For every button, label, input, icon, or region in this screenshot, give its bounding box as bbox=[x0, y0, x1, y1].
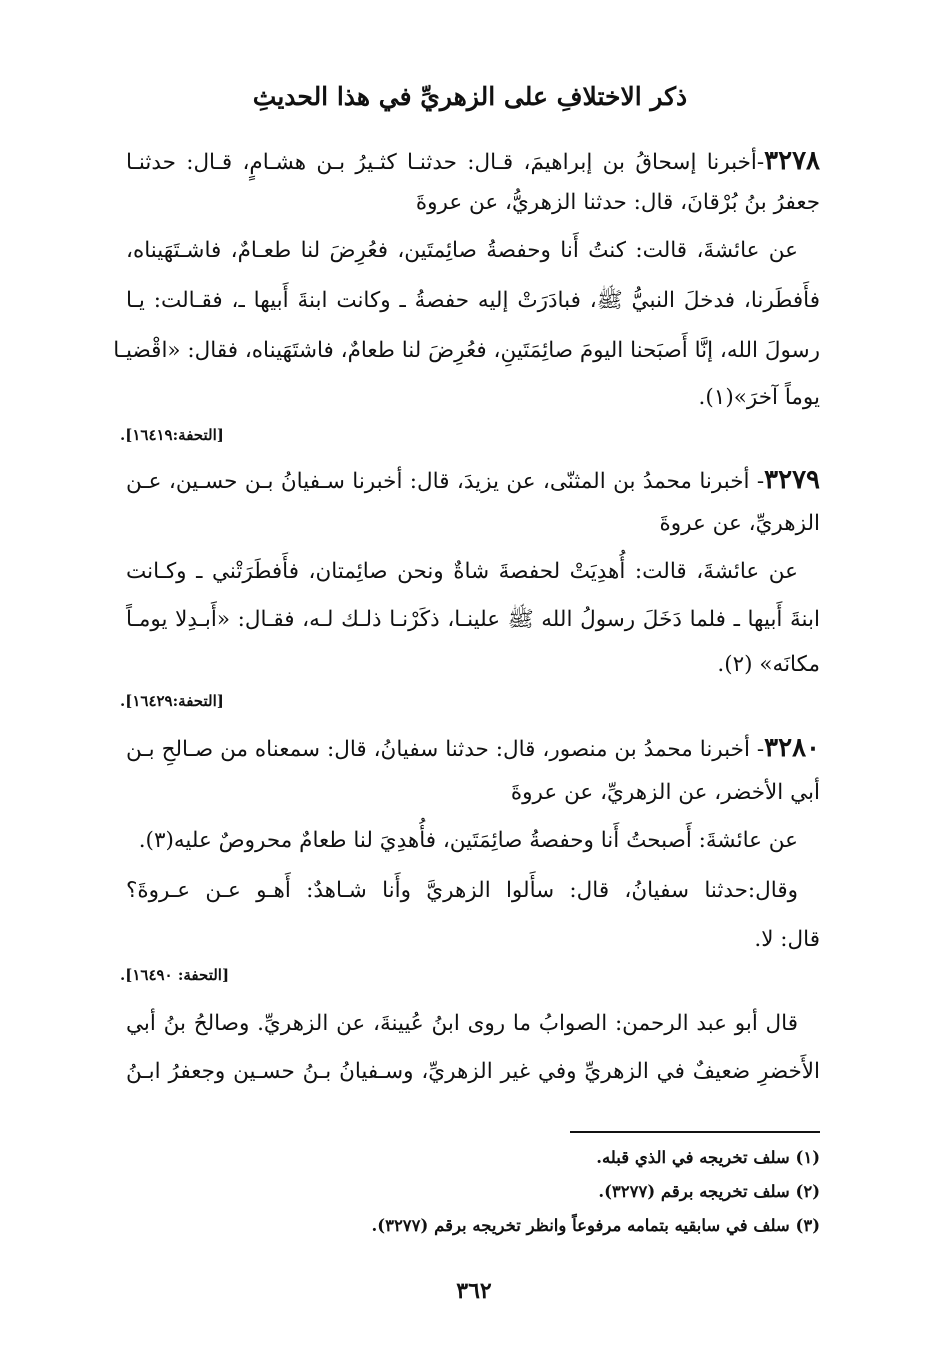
hadith-3279-matn-line-1: عن عائشةَ، قالت: أُهدِيَتْ لحفصةَ شاةٌ ونحن صائِمتان، فأَفطَرَتْني ـ وكـانت bbox=[126, 559, 798, 584]
hadith-3280-matn-line-2: وقال:حدثنا سفيانُ، قال: سأَلوا الزهريَّ وأَنا شـاهدٌ: أَهـو عـن عـروةَ؟ bbox=[126, 878, 798, 903]
closing-line-1: قال أبو عبد الرحمن: الصوابُ ما روى ابنُ عُيينةَ، عن الزهريِّ. وصالحُ بنُ أبي bbox=[126, 1011, 798, 1036]
hadith-3278-line-1: ٣٢٧٨-أخبرنا إسحاقُ بن إبراهيمَ، قـال: حدثنـا كثـيرُ بـن هشـامٍ، قـال: حدثنـا bbox=[126, 146, 820, 176]
hadith-3280-matn-line-3: قال: لا. bbox=[754, 927, 820, 952]
tuhfa-reference: [التحفة: ١٦٤٩٠]. bbox=[120, 966, 230, 984]
hadith-3279-matn-line-3: مكانَه» (٢). bbox=[717, 652, 820, 677]
hadith-3278-matn-line-4: يوماً آخرَ»(١). bbox=[698, 385, 820, 410]
footnote-3: (٣) سلف في سابقيه بتمامه مرفوعاً وانظر تخريجه برقم (٣٢٧٧). bbox=[371, 1216, 820, 1235]
page-number: ٣٦٢ bbox=[456, 1278, 492, 1304]
hadith-3279-matn-line-2: ابنةَ أَبيها ـ فلما دَخَلَ رسولُ الله ﷺ علينـا، ذكَرْنـا ذلـك لـه، فقـال: «أَبـدِلا يومـاً bbox=[126, 607, 820, 632]
tuhfa-reference: [التحفة:١٦٤١٩]. bbox=[120, 426, 224, 444]
footnote-1: (١) سلف تخريجه في الذي قبله. bbox=[596, 1148, 820, 1167]
footnote-divider bbox=[570, 1131, 820, 1133]
tuhfa-reference: [التحفة:١٦٤٢٩]. bbox=[120, 692, 224, 710]
page-title: ذكر الاختلافِ على الزهريِّ في هذا الحديثِ bbox=[252, 82, 688, 111]
hadith-3278-matn-line-3: رسولَ الله، إنَّا أَصبَحنا اليومَ صائِمَتَينِ، فعُرِضَ لنا طعامٌ، فاشتَهَيناه، فقال: «اقْضيـا bbox=[113, 338, 820, 363]
hadith-3278-matn-line-1: عن عائشةَ، قالت: كنتُ أَنا وحفصةُ صائِمتَين، فعُرِضَ لنا طعـامٌ، فاشـتَهَيناه، bbox=[126, 238, 798, 263]
hadith-3278-line-2: جعفرُ بنُ بُرْقانَ، قال: حدثنا الزهريُّ، عن عروةَ bbox=[415, 190, 820, 215]
closing-line-2: الأَخضرِ ضعيفٌ في الزهريِّ وفي غير الزهريِّ، وسـفيانُ بـنُ حسـين وجعفرُ ابـنُ bbox=[126, 1059, 820, 1084]
hadith-3279-line-1: ٣٢٧٩- أخبرنا محمدُ بن المثنّى، عن يزيدَ، قال: أخبرنا سـفيانُ بـن حسـين، عـن bbox=[126, 465, 820, 495]
hadith-3280-line-2: أبي الأخضر، عن الزهريِّ، عن عروةَ bbox=[510, 780, 820, 805]
hadith-3279-line-2: الزهريِّ، عن عروةَ bbox=[659, 511, 820, 536]
hadith-3280-matn-line-1: عن عائشةَ: أَصبحتُ أَنا وحفصةُ صائِمَتَين، فأُهدِيَ لنا طعامٌ محروصٌ عليه(٣). bbox=[138, 828, 798, 853]
footnote-2: (٢) سلف تخريجه برقم (٣٢٧٧). bbox=[598, 1182, 820, 1201]
hadith-number: ٣٢٨٠ bbox=[764, 733, 820, 763]
hadith-3280-line-1: ٣٢٨٠- أخبرنا محمدُ بن منصور، قال: حدثنا سفيانُ، قال: سمعناه من صـالحِ بـن bbox=[126, 733, 820, 763]
hadith-3278-matn-line-2: فأَفطَرنا، فدخلَ النبيُّ ﷺ، فبادَرَتْ إليه حفصةُ ـ وكانت ابنةَ أَبيها ـ، فقـالت: يـا bbox=[126, 288, 820, 313]
hadith-number: ٣٢٧٨ bbox=[764, 146, 820, 176]
hadith-number: ٣٢٧٩ bbox=[764, 465, 820, 495]
